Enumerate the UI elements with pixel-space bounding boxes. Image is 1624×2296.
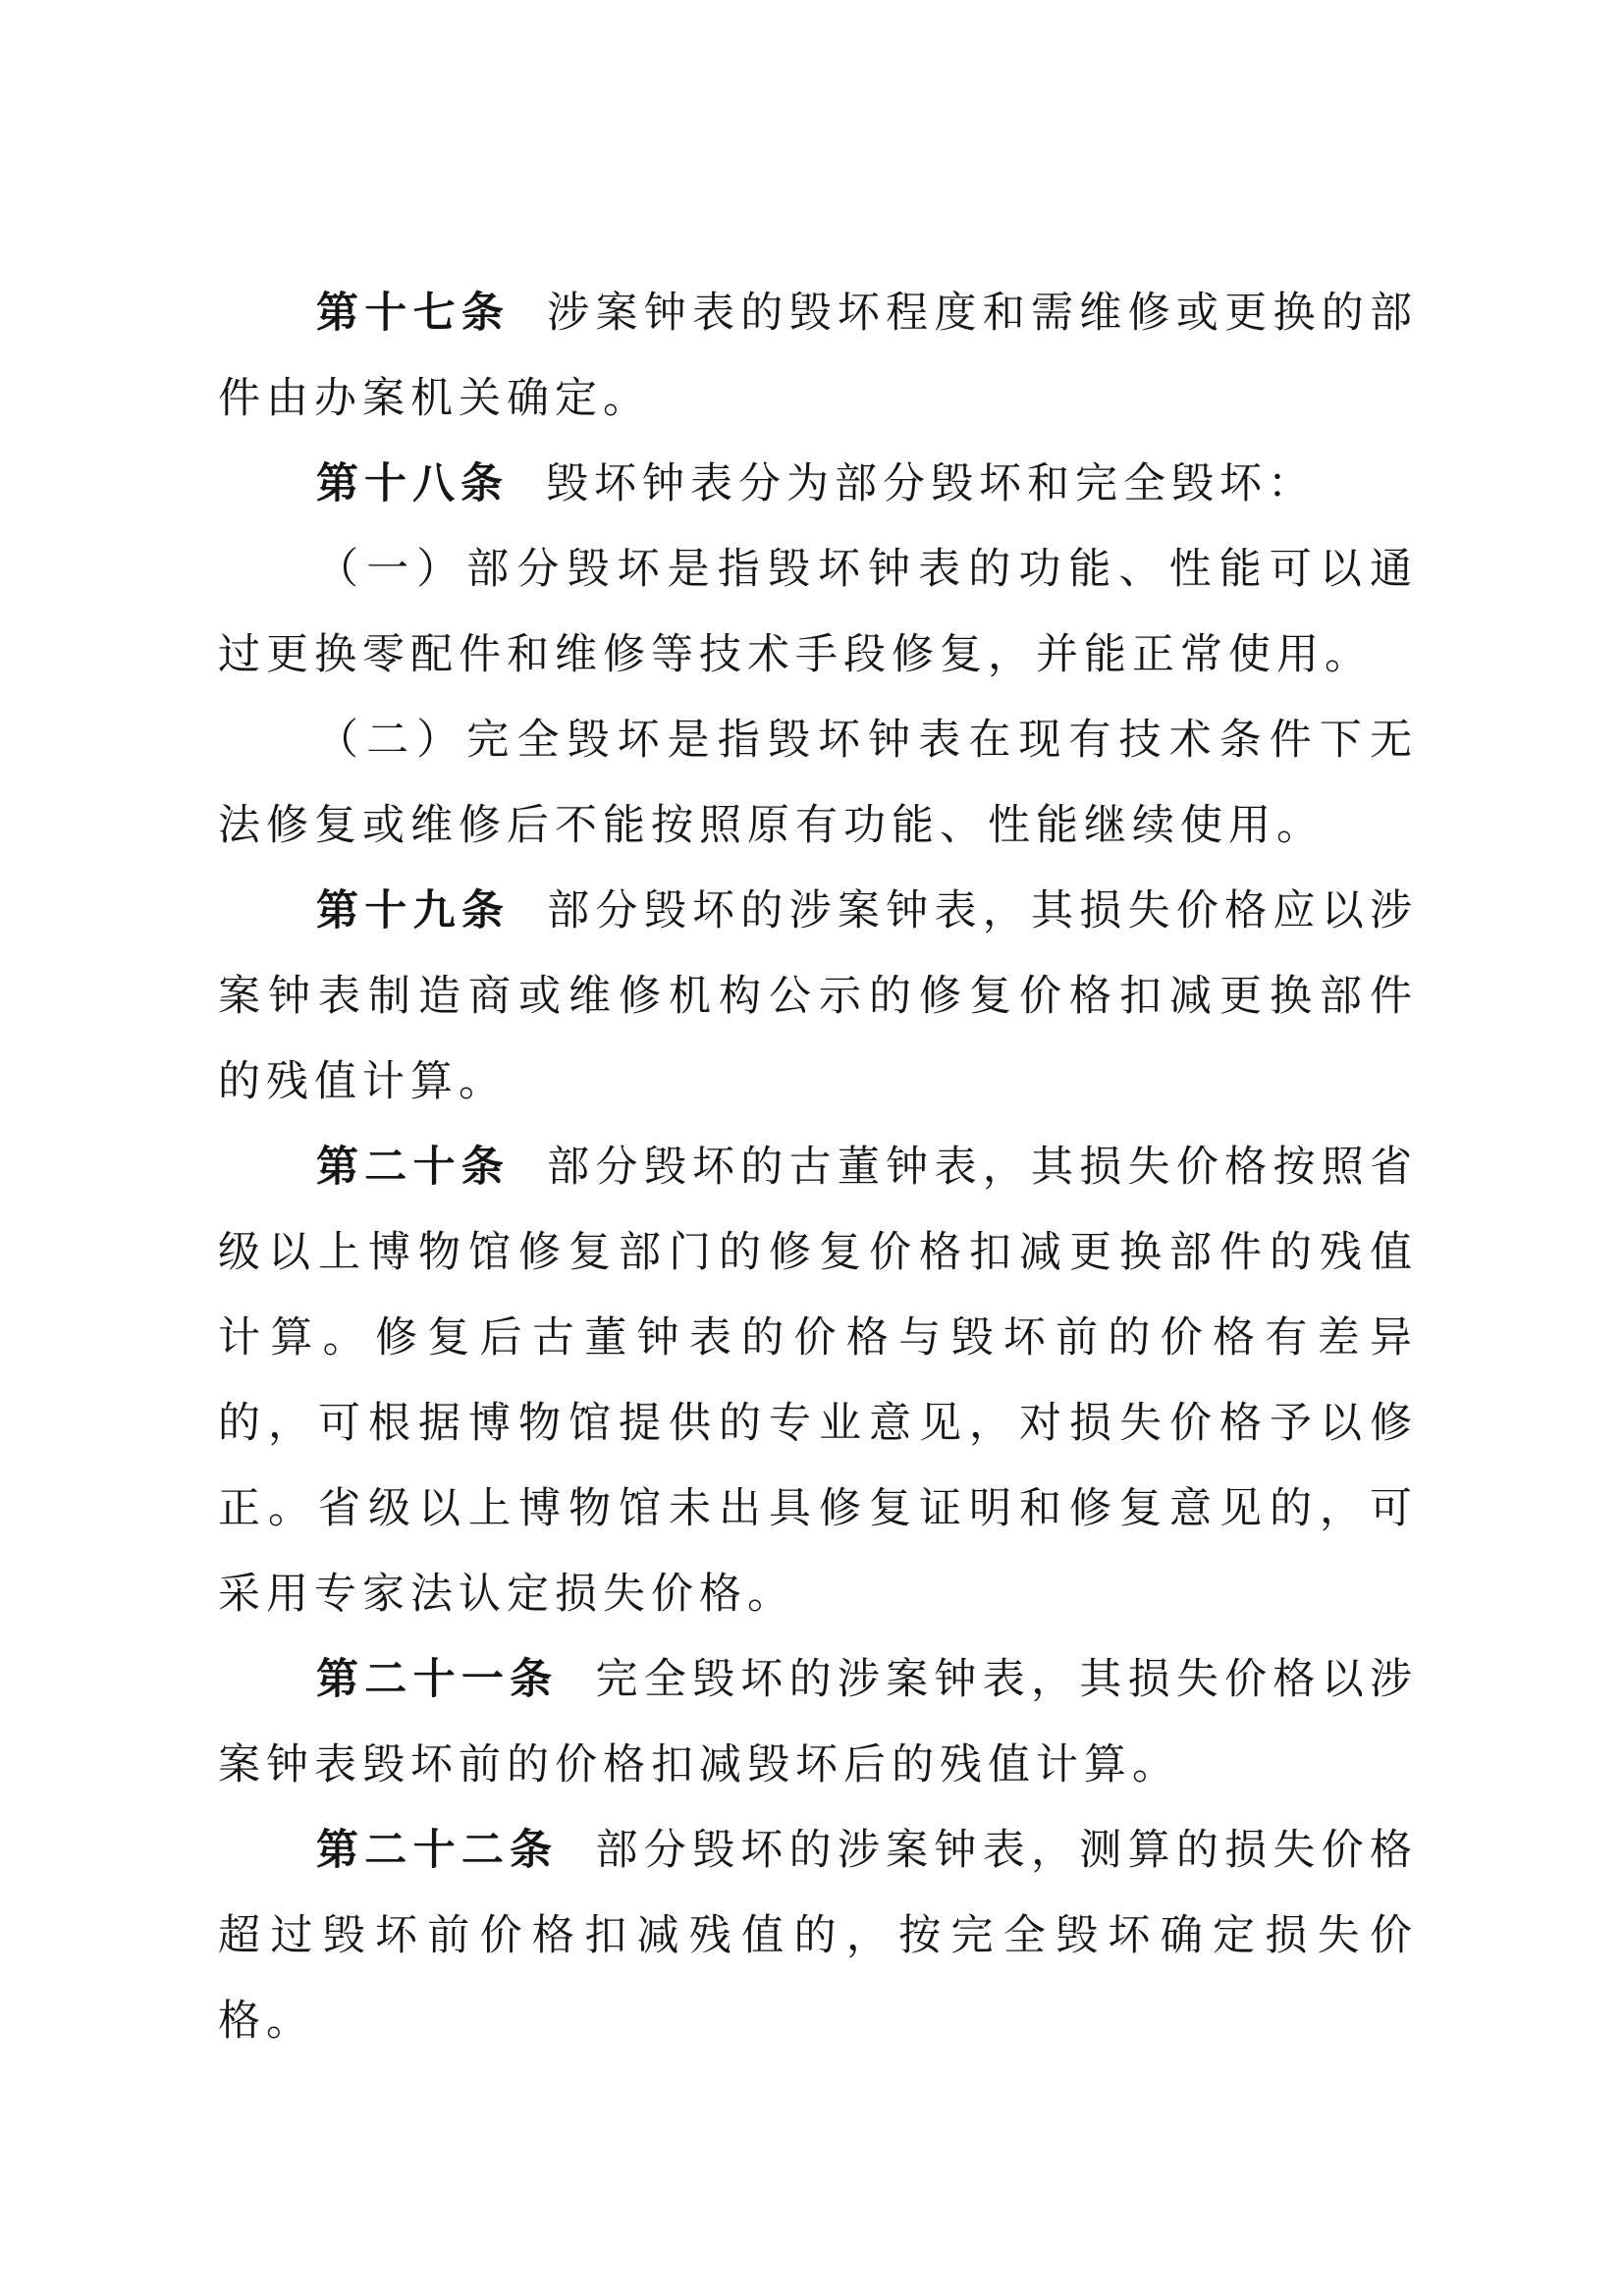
- article-number: 第十八条: [316, 461, 509, 507]
- paragraph-text: 部分毁坏的古董钟表，其损失价格按照省级以上博物馆修复部门的修复价格扣减更换部件的残值计算。修复后古董钟表的价格与毁坏前的价格有差异的，可根据博物馆提供的专业意见，对损失价格予以修正。省级以上博物馆未出具修复证明和修复意见的，可采用专家法认定损失价格。: [218, 1145, 1419, 1618]
- paragraph-text: 部分毁坏的涉案钟表，测算的损失价格超过毁坏前价格扣减残值的，按完全毁坏确定损失价格。: [218, 1828, 1419, 2045]
- paragraph-text: 完全毁坏的涉案钟表，其损失价格以涉案钟表毁坏前的价格扣减毁坏后的残值计算。: [218, 1657, 1419, 1789]
- paragraph-text: 涉案钟表的毁坏程度和需维修或更换的部件由办案机关确定。: [218, 291, 1419, 422]
- paragraph-article-21: [218, 1637, 1418, 1808]
- article-number: 第二十一条: [316, 1657, 559, 1703]
- paragraph-text: 部分毁坏的涉案钟表，其损失价格应以涉案钟表制造商或维修机构公示的修复价格扣减更换部件的残值计算。: [218, 888, 1419, 1105]
- paragraph-text: （一）部分毁坏是指毁坏钟表的功能、性能可以通过更换零配件和维修等技术手段修复，并能正常使用。: [218, 547, 1418, 678]
- paragraph-article-17: [218, 271, 1418, 442]
- paragraph-text: 毁坏钟表分为部分毁坏和完全毁坏：: [546, 461, 1316, 507]
- paragraph-item-2: [218, 698, 1418, 869]
- document-body: [218, 271, 1418, 2064]
- article-number: 第十七条: [316, 291, 511, 337]
- article-number: 第十九条: [316, 888, 511, 934]
- article-number: 第二十二条: [316, 1828, 559, 1874]
- article-number: 第二十条: [316, 1145, 511, 1191]
- paragraph-article-22: [218, 1808, 1418, 2064]
- paragraph-article-19: [218, 869, 1418, 1125]
- paragraph-article-20: [218, 1125, 1418, 1637]
- paragraph-text: （二）完全毁坏是指毁坏钟表在现有技术条件下无法修复或维修后不能按照原有功能、性能继续使用。: [218, 718, 1418, 849]
- paragraph-item-1: [218, 527, 1418, 698]
- paragraph-article-18: [218, 442, 1418, 527]
